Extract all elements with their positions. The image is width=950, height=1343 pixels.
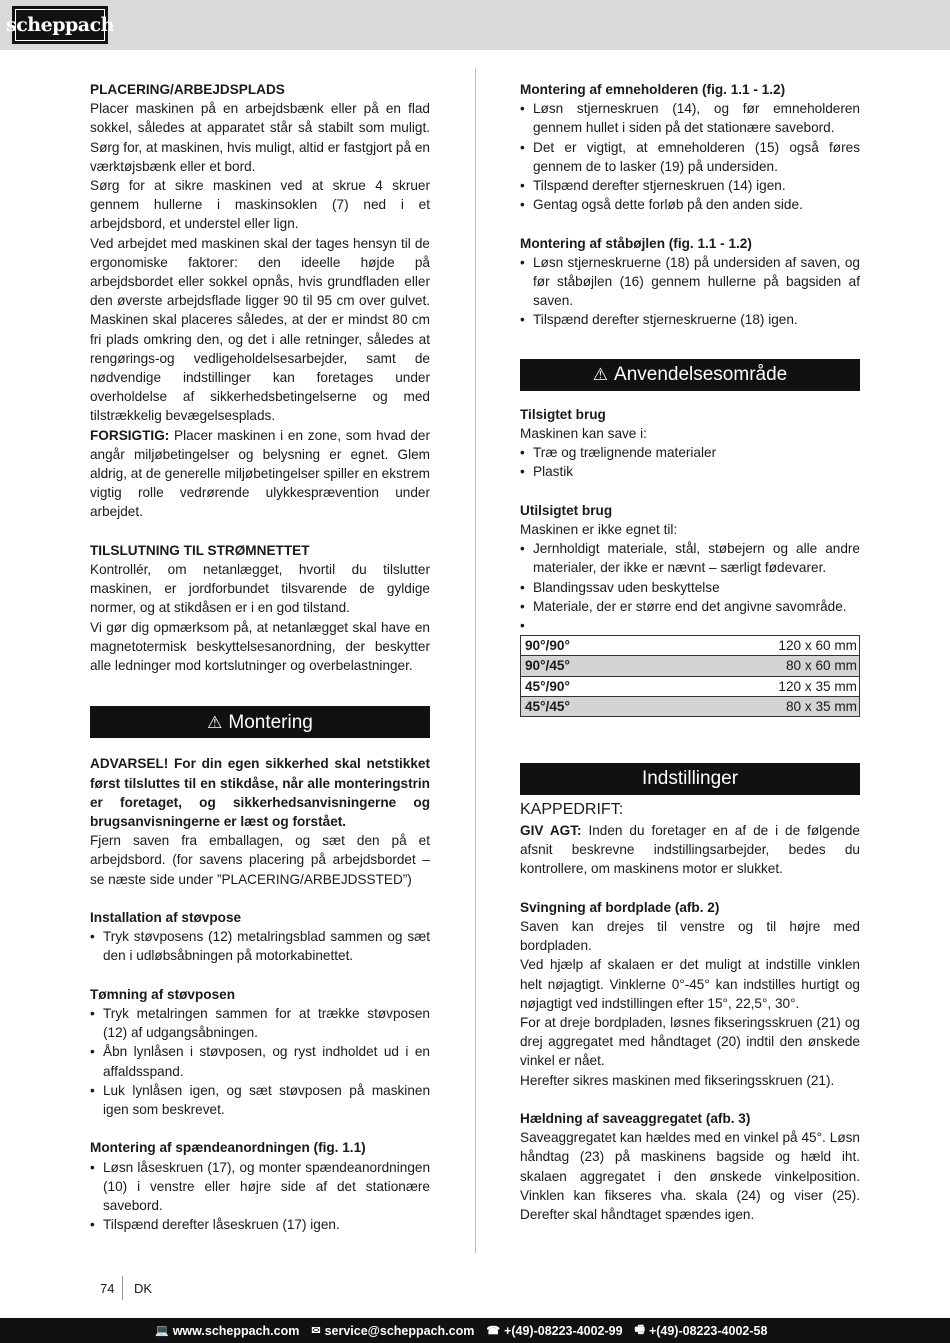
list-item: • Det er vigtigt, at emneholderen (15) også føres gennem de to lasker (19) på undersiden. [520, 138, 860, 176]
section-title-toemning: Tømning af støvposen [90, 986, 236, 1002]
caution-paragraph [90, 426, 430, 522]
bullet-list [520, 443, 860, 481]
list-item: • Blandingssav uden beskyttelse [520, 578, 860, 597]
paragraph: Placer maskinen på en arbejdsbænk eller på en flad sokkel, således at apparatet står så stabilt som muligt. Sørg for, at maskinen, hvis muligt, altid er fastgjort på en værktøjsbænk eller et bord. [90, 101, 430, 174]
paragraph: Kontrollér, om netanlægget, hvortil du tilslutter maskinen, er jordforbundet tilsvarende de gyldige normer, og at stikdåsen er i en god tilstand. [90, 562, 430, 616]
dimension-cell: 120 x 60 mm [648, 636, 859, 656]
paragraph: Sørg for at sikre maskinen ved at skrue 4 skruer gennem hullerne i maskinsoklen (7) ned i et arbejdsbord, et understel eller lign. [90, 178, 430, 232]
section-title-utilsigtet: Utilsigtet brug [520, 502, 613, 518]
page-number: 74 [100, 1281, 115, 1296]
footer-fax [635, 1321, 768, 1340]
list-item: • Luk lynlåsen igen, og sæt støvposen på maskinen igen som beskrevet. [90, 1081, 430, 1119]
language-code: DK [134, 1281, 153, 1296]
dimension-cell: 120 x 35 mm [648, 676, 859, 696]
list-item: • Tryk metalringen sammen for at trække støvposen (12) af udgangsåbningen. [90, 1004, 430, 1042]
column-divider [475, 68, 476, 1253]
list-item: • Materiale, der er større end det angivne savområde. [520, 597, 860, 616]
giv-agt-text: Inden du foretager en af de i de følgende afsnit beskrevne indstillingsarbejder, bedes du kontrollere, om maskinens motor er slukket. [520, 823, 860, 877]
list-item: • Tilspænd derefter stjerneskruen (14) igen. [520, 176, 860, 195]
bullet-list [90, 927, 430, 965]
bullet-list [90, 1004, 430, 1119]
dimension-cell: 80 x 60 mm [648, 656, 859, 676]
section-title-tilsigtet: Tilsigtet brug [520, 406, 606, 422]
giv-agt-label: GIV AGT: [520, 823, 582, 839]
scheppach-logo [6, 6, 114, 44]
paragraph: Fjern saven fra emballagen, og sæt den på et arbejdsbord. (for savens placering på arbejdsbordet – se næste side under ”PLACERING/ARBEJDSSTED”) [90, 833, 430, 887]
dimension-cell: 80 x 35 mm [648, 696, 859, 716]
warning-triangle-icon: ⚠ [592, 365, 609, 385]
angle-cell: 90°/90° [521, 636, 649, 656]
footer-fax-text: +(49)-08223-4002-58 [648, 1323, 768, 1338]
kappedrift-heading: KAPPEDRIFT: [520, 801, 624, 819]
phone-icon: ☎ [486, 1325, 501, 1337]
section-title-svingning: Svingning af bordplade (afb. 2) [520, 899, 720, 915]
paragraph: Maskinen er ikke egnet til: [520, 522, 678, 538]
warning-triangle-icon: ⚠ [207, 712, 223, 732]
banner-anvendelsesomraade [520, 359, 860, 391]
header-bar [0, 0, 950, 50]
warning-bold: ADVARSEL! For din egen sikkerhed skal netstikket først tilsluttes til en stikdåse, når alle monteringstrin er foretaget, og sikkerhedsanvisningerne og brugsanvisningerne er læst og forstået. [90, 756, 430, 830]
list-item: • Åbn lynlåsen i støvposen, og ryst indholdet ud i en affaldsspand. [90, 1042, 430, 1080]
left-column [90, 80, 430, 1235]
paragraph: Ved arbejdet med maskinen skal der tages hensyn til de ergonomiske faktorer: den ideelle højde på arbejdsbordet eller sokkel opnås, hvis grundfladen eller den øverste arbejdsflade ligger 90 til 95 cm over gulvet. Maskinen skal placeres således, at der er mindst 80 cm fri plads omkring den, og det i alle retninger, således at rengørings-og vedligeholdelsesarbejder, samt de nødvendige indstillinger kan foretages under overholdelse af sikkerhedsbetingelserne og med tilstrækkelig bevægelsesplads. [90, 235, 430, 424]
list-item: • Tryk støvposens (12) metalringsblad sammen og sæt den i udløbsåbningen på motorkabinettet. [90, 927, 430, 965]
footer-phone [486, 1324, 622, 1338]
bullet-list [520, 253, 860, 330]
table-row [521, 676, 860, 696]
bullet-list [520, 539, 860, 635]
angle-cell: 90°/45° [521, 656, 649, 676]
computer-icon: 💻 [155, 1325, 169, 1337]
paragraph: Saven kan drejes til venstre og til højre med bordpladen. [520, 919, 860, 954]
banner-title: Montering [228, 711, 313, 733]
paragraph: Saveaggregatet kan hældes med en vinkel på 45°. Løsn håndtag (23) på maskinens bagside og hæld iht. skalaen aggregatet i den ønskede vinkelposition. Vinklen kan fikseres vha. skala (24) og viser (25). Derefter skal håndtaget spændes igen. [520, 1130, 860, 1223]
section-title-emneholder: Montering af emneholderen (fig. 1.1 - 1.2) [520, 82, 786, 97]
table-row [521, 636, 860, 656]
list-item [520, 616, 860, 635]
list-item: • Løsn stjerneskruerne (18) på undersiden af saven, og før ståbøjlen (16) gennem hullerne på bagsiden af saven. [520, 253, 860, 311]
fax-icon: 🖷 [634, 1324, 645, 1336]
section-title-placering: PLACERING/ARBEJDSPLADS [90, 82, 285, 97]
bullet-list [90, 1158, 430, 1235]
right-column [520, 80, 860, 1224]
list-item: • Træ og trælignende materialer [520, 443, 860, 462]
list-item: • Løsn låseskruen (17), og monter spændeanordningen (10) i venstre eller højre side af det stationære savebord. [90, 1158, 430, 1216]
list-item: • Løsn stjerneskruen (14), og før emneholderen gennem hullet i siden på det stationære savebord. [520, 99, 860, 137]
section-title-haeldning: Hældning af saveaggregatet (afb. 3) [520, 1111, 751, 1127]
list-item: • Jernholdigt materiale, stål, støbejern og alle andre materialer, der ikke er nævnt – særligt fødevarer. [520, 539, 860, 577]
footer-web-text: www.scheppach.com [172, 1323, 300, 1338]
footer-email[interactable] [311, 1324, 474, 1338]
paragraph: For at dreje bordpladen, løsnes fikseringsskruen (21) og drej aggregatet med håndtaget (20) indtil den ønskede vinkel er nået. [520, 1015, 860, 1069]
cutting-dimensions-table [520, 635, 860, 717]
caution-text: Placer maskinen i en zone, som hvad der angår miljøbetingelser og belysning er egnet. Glem aldrig, at de generelle miljøbetingelser spiller en ekstrem vigtig rolle vedrørende ulykkesprævention under arbejdet. [90, 427, 431, 520]
list-item: • Tilspænd derefter låseskruen (17) igen. [90, 1215, 430, 1234]
footer-phone-text: +(49)-08223-4002-99 [504, 1323, 623, 1338]
section-title-stoevpose: Installation af støvpose [90, 910, 242, 926]
giv-agt-paragraph [520, 821, 860, 879]
banner-title: Anvendelsesområde [614, 364, 788, 386]
banner-title: Indstillinger [641, 768, 739, 790]
section-title-spaendeanordning: Montering af spændeanordningen (fig. 1.1) [90, 1140, 366, 1156]
table-row [521, 696, 860, 716]
footer-email-text: service@scheppach.com [324, 1323, 475, 1338]
paragraph: Vi gør dig opmærksom på, at netanlægget skal have en magnetotermisk beskyttelsesanordning, der beskytter alle ledninger mod kortslutninger og overbelastninger. [90, 619, 430, 674]
caution-label: FORSIGTIG: [90, 427, 170, 443]
bullet-list [520, 99, 860, 214]
angle-cell: 45°/90° [521, 676, 649, 696]
footer-web[interactable] [155, 1324, 299, 1338]
angle-cell: 45°/45° [521, 696, 649, 716]
envelope-icon: ✉ [311, 1325, 321, 1337]
banner-montering [90, 706, 430, 738]
banner-indstillinger [520, 763, 860, 795]
paragraph: Herefter sikres maskinen med fikseringsskruen (21). [520, 1072, 835, 1088]
list-item: • Tilspænd derefter stjerneskruerne (18) igen. [520, 310, 860, 329]
paragraph: Ved hjælp af skalaen er det muligt at indstille vinklen helt nøjagtigt. Vinklerne 0°-45° kan indstilles hurtigt og nøjagtigt ved indstillingen efter 15°, 22,5°, 30°. [520, 957, 860, 1011]
footer-bar [0, 1318, 950, 1343]
list-item: • Gentag også dette forløb på den anden side. [520, 195, 860, 214]
logo-text: scheppach [6, 14, 114, 36]
list-item: • Plastik [520, 462, 860, 481]
section-title-tilslutning: TILSLUTNING TIL STRØMNETTET [90, 542, 310, 558]
section-title-staaboejle: Montering af ståbøjlen (fig. 1.1 - 1.2) [520, 235, 752, 251]
table-row [521, 656, 860, 676]
paragraph: Maskinen kan save i: [520, 426, 647, 442]
page-number-divider [122, 1276, 123, 1300]
